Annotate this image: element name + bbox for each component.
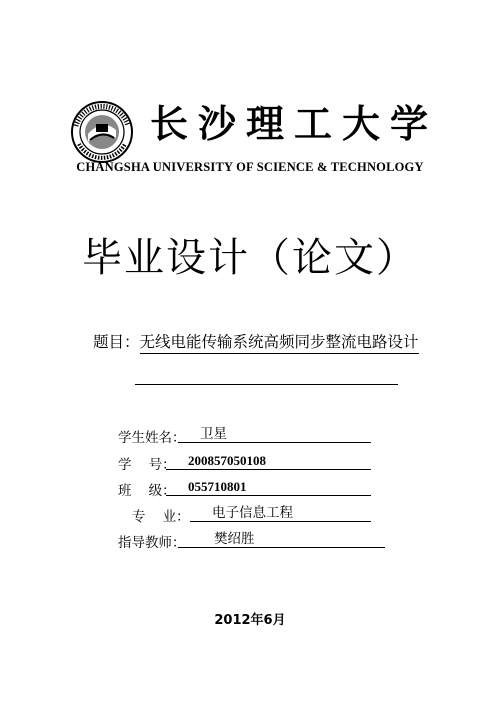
- major-label: 专 业：: [132, 509, 190, 525]
- class-value: 055710801: [166, 479, 371, 496]
- class-label: 班 级：: [118, 483, 176, 499]
- advisor-value: 樊绍胜: [178, 531, 385, 548]
- student-name-row: [0, 426, 500, 448]
- student-id-row: [0, 453, 500, 475]
- advisor-row: [0, 531, 500, 553]
- student-id-value: 200857050108: [166, 453, 371, 470]
- submission-date: 2012年6月: [214, 613, 286, 628]
- advisor-label: 指导教师：: [118, 535, 186, 551]
- topic-label: 题目：: [93, 333, 140, 351]
- header: [0, 0, 500, 180]
- university-name-calligraphy: 长沙理工大学: [150, 101, 439, 146]
- university-seal-icon: [70, 100, 134, 164]
- page-title: 毕业设计（论文）: [82, 235, 418, 281]
- blank-underline: [135, 384, 398, 385]
- thesis-topic: [93, 330, 419, 352]
- university-name-english: CHANGSHA UNIVERSITY OF SCIENCE & TECHNOLOGY: [76, 160, 424, 174]
- major-value: 电子信息工程: [190, 505, 371, 522]
- student-name-value: 卫星: [178, 426, 371, 443]
- class-row: [0, 479, 500, 501]
- topic-value: 无线电能传输系统高频同步整流电路设计: [140, 333, 419, 354]
- student-name-label: 学生姓名：: [118, 430, 186, 446]
- student-id-label: 学 号：: [118, 457, 176, 473]
- major-row: [0, 505, 500, 527]
